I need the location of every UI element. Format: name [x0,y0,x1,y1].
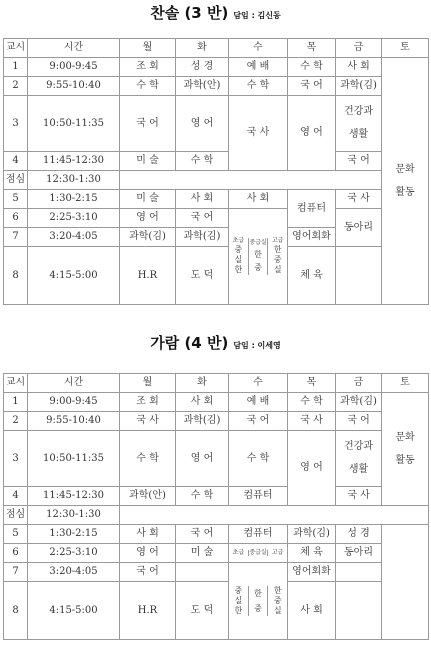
timetable-4 [3,373,429,640]
mon-cell: 과학(안) [120,487,176,506]
tue-cell: 과학(김) [176,228,229,247]
wed-cell: 수 학 [229,77,288,96]
header-sat: 토 [382,39,429,58]
timetable-4-title-block [0,332,431,353]
mon-cell: 국 어 [120,96,176,152]
wed-cell: 예 배 [229,393,288,412]
tue-cell: 사 회 [176,393,229,412]
wed-split-cell [229,209,288,305]
fri-cell: 동아리 [336,209,382,247]
mon-cell: 국 어 [120,563,176,582]
table-row [4,544,429,563]
wed-beginner-char: 중 [234,244,243,254]
timetable-4-title: 가람 (4 반) [150,334,229,352]
time-cell: 10:50-11:35 [28,96,120,152]
wed-split-beginner [229,586,249,616]
fri-cell [336,563,382,582]
time-cell: 12:30-1:30 [28,171,120,190]
wed-cell: 예 배 [229,58,288,77]
table-row [4,96,429,152]
header-period: 교시 [4,374,28,393]
tue-cell: 과학(김) [176,412,229,431]
fri-line-2: 생활 [348,464,369,476]
wed-cell: 컴퓨터 [229,525,288,544]
wed-split [229,238,287,274]
fri-cell: 성 경 [336,525,382,544]
period-cell: 4 [4,152,28,171]
fri-cell: 국 어 [336,412,382,431]
sat-cell-empty [382,525,429,640]
wed-beginner-char: 실 [234,254,243,264]
wed-beginner-char: 중 [234,586,243,595]
wed-cell: 국 사 [229,96,288,171]
fri-line-1: 건강과 [344,106,373,118]
fri-line-1: 건강과 [344,441,373,453]
fri-cell [336,431,382,487]
period-cell: 7 [4,228,28,247]
table-row [4,393,429,412]
period-cell: 6 [4,544,28,563]
sat-cell [382,58,429,305]
wed-advanced-char: 한 [273,586,282,595]
header-row [4,374,429,393]
table-row [4,563,429,582]
tue-cell: 영 어 [176,96,229,152]
period-cell: 점심 [4,171,28,190]
mon-cell: H.R [120,582,176,640]
header-time: 시간 [28,39,120,58]
period-cell: 4 [4,487,28,506]
table-row [4,412,429,431]
period-cell: 8 [4,247,28,305]
sat-line-2: 활동 [395,454,415,466]
tue-cell: 수 학 [176,152,229,171]
header-mon: 월 [120,39,176,58]
mon-cell: 조 회 [120,393,176,412]
thu-cell: 체 육 [288,544,336,563]
wed-advanced-char: 실 [273,264,282,274]
wed-beginner-char: 한 [234,264,243,274]
wed-intermediate-char: 한 [254,249,262,259]
period-cell: 3 [4,431,28,487]
timetable-3 [3,38,429,305]
fri-cell: 국 사 [336,487,382,506]
table-row [4,190,429,209]
table-row [4,58,429,77]
header-period: 교시 [4,39,28,58]
header-fri: 금 [336,39,382,58]
table-row [4,247,429,305]
tue-cell: 수 학 [176,487,229,506]
wed-split [229,586,287,616]
table-row [4,431,429,487]
thu-cell: 과학(김) [288,525,336,544]
header-sat: 토 [382,374,429,393]
time-cell: 9:00-9:45 [28,58,120,77]
tue-cell: 미 술 [176,544,229,563]
tue-cell: 도 덕 [176,247,229,305]
header-tue: 화 [176,39,229,58]
wed-intermediate-char: 한 [254,588,262,598]
fri-cell [336,96,382,152]
wed-cell: 컴퓨터 [229,487,288,506]
wed-advanced-char: 중 [273,254,282,264]
wed-split-advanced [268,586,287,616]
sat-line-2: 활동 [395,186,415,198]
table-row [4,582,429,640]
time-cell: 2:25-3:10 [28,544,120,563]
header-thu: 목 [288,39,336,58]
time-cell: 1:30-2:15 [28,190,120,209]
header-row [4,39,429,58]
time-cell: 12:30-1:30 [28,506,120,525]
mon-cell: 과학(김) [120,228,176,247]
table-row [4,525,429,544]
sat-line-1: 문화 [395,431,415,443]
wed-split-intermediate [249,586,269,616]
tue-cell: 영 어 [176,431,229,487]
mon-cell: 국 사 [120,412,176,431]
wed-advanced-label: 고급 [271,237,284,245]
mon-cell: 수 학 [120,431,176,487]
wed-split-header [229,550,287,556]
table-row [4,209,429,228]
mon-cell: 조 회 [120,58,176,77]
period-cell: 7 [4,563,28,582]
tue-cell: 성 경 [176,58,229,77]
header-wed: 수 [229,39,288,58]
fri-cell: 국 어 [336,152,382,171]
mon-cell: 영 어 [120,209,176,228]
wed-advanced-char: 중 [273,596,282,605]
period-cell: 8 [4,582,28,640]
mon-cell: 미 술 [120,190,176,209]
time-cell: 11:45-12:30 [28,152,120,171]
mon-cell: 수 학 [120,77,176,96]
period-cell: 1 [4,393,28,412]
time-cell: 3:20-4:05 [28,228,120,247]
wed-intermediate-label: 중급실 [249,239,267,246]
wed-split-cell [229,563,288,640]
period-cell: 3 [4,96,28,152]
lunch-span [120,506,429,525]
header-time: 시간 [28,374,120,393]
tue-cell: 국 어 [176,525,229,544]
fri-cell: 사 회 [336,58,382,77]
mon-cell: 영 어 [120,544,176,563]
wed-advanced-char: 실 [273,606,282,615]
table-row [4,487,429,506]
tue-cell: 국 어 [176,209,229,228]
wed-cell: 수 학 [229,431,288,487]
table-row [4,77,429,96]
tue-cell [176,563,229,582]
time-cell: 9:00-9:45 [28,393,120,412]
thu-cell: 영 어 [288,96,336,171]
wed-beginner-char: 한 [234,606,243,615]
thu-cell: 수 학 [288,393,336,412]
time-cell: 4:15-5:00 [28,582,120,640]
table-row [4,152,429,171]
wed-split-intermediate [249,238,269,274]
wed-intermediate-char: 중 [254,262,262,272]
period-cell: 5 [4,525,28,544]
time-cell: 9:55-10:40 [28,77,120,96]
period-cell: 2 [4,77,28,96]
wed-cell: 사 회 [229,190,288,209]
timetable-3-title: 찬솔 (3 반) [150,4,229,22]
fri-line-2: 생활 [348,129,369,141]
fri-cell: 과학(김) [336,393,382,412]
lunch-row [4,171,429,190]
wed-beginner-label: 초급 [229,550,249,556]
time-cell: 10:50-11:35 [28,431,120,487]
thu-cell: 영어회화 [288,228,336,247]
thu-cell: 영 어 [288,431,336,506]
period-cell: 1 [4,58,28,77]
header-mon: 월 [120,374,176,393]
time-cell: 9:55-10:40 [28,412,120,431]
fri-cell [336,247,382,305]
fri-cell: 동아리 [336,544,382,563]
time-cell: 11:45-12:30 [28,487,120,506]
period-cell: 2 [4,412,28,431]
mon-cell: 사 회 [120,525,176,544]
fri-cell [336,582,382,640]
lunch-span [120,171,382,190]
thu-cell: 국 어 [288,77,336,96]
timetable-4-teacher: 담임 : 이세영 [233,341,281,350]
tue-cell: 과학(안) [176,77,229,96]
timetable-3-title-block [0,2,431,23]
period-cell: 5 [4,190,28,209]
wed-beginner-char: 실 [234,596,243,605]
sat-cell [382,393,429,506]
header-fri: 금 [336,374,382,393]
mon-cell: 미 술 [120,152,176,171]
time-cell: 3:20-4:05 [28,563,120,582]
wed-advanced-label: 고급 [271,548,284,556]
tue-cell: 사 회 [176,190,229,209]
time-cell: 4:15-5:00 [28,247,120,305]
timetable-3-teacher: 담임 : 김신동 [233,11,281,20]
thu-cell: 컴퓨터 [288,190,336,228]
mon-cell: H.R [120,247,176,305]
header-tue: 화 [176,374,229,393]
header-thu: 목 [288,374,336,393]
wed-intermediate-label: 중급실 [249,548,267,556]
thu-cell: 국 사 [288,412,336,431]
header-wed: 수 [229,374,288,393]
time-cell: 2:25-3:10 [28,209,120,228]
wed-intermediate-char: 중 [254,603,262,613]
wed-split-beginner [229,238,249,274]
fri-cell: 과학(김) [336,77,382,96]
time-cell: 1:30-2:15 [28,525,120,544]
wed-beginner-label: 초급 [232,237,245,245]
sat-line-1: 문화 [395,163,415,175]
wed-advanced-char: 한 [273,244,282,254]
tue-cell: 도 덕 [176,582,229,640]
fri-cell: 국 사 [336,190,382,209]
lunch-row [4,506,429,525]
period-cell: 점심 [4,506,28,525]
period-cell: 6 [4,209,28,228]
thu-cell: 수 학 [288,58,336,77]
wed-cell: 국 어 [229,412,288,431]
wed-split-advanced [268,238,287,274]
wed-split-header-cell [229,544,288,563]
thu-cell: 영어회화 [288,563,336,582]
thu-cell: 사 회 [288,582,336,640]
thu-cell: 체 육 [288,247,336,305]
